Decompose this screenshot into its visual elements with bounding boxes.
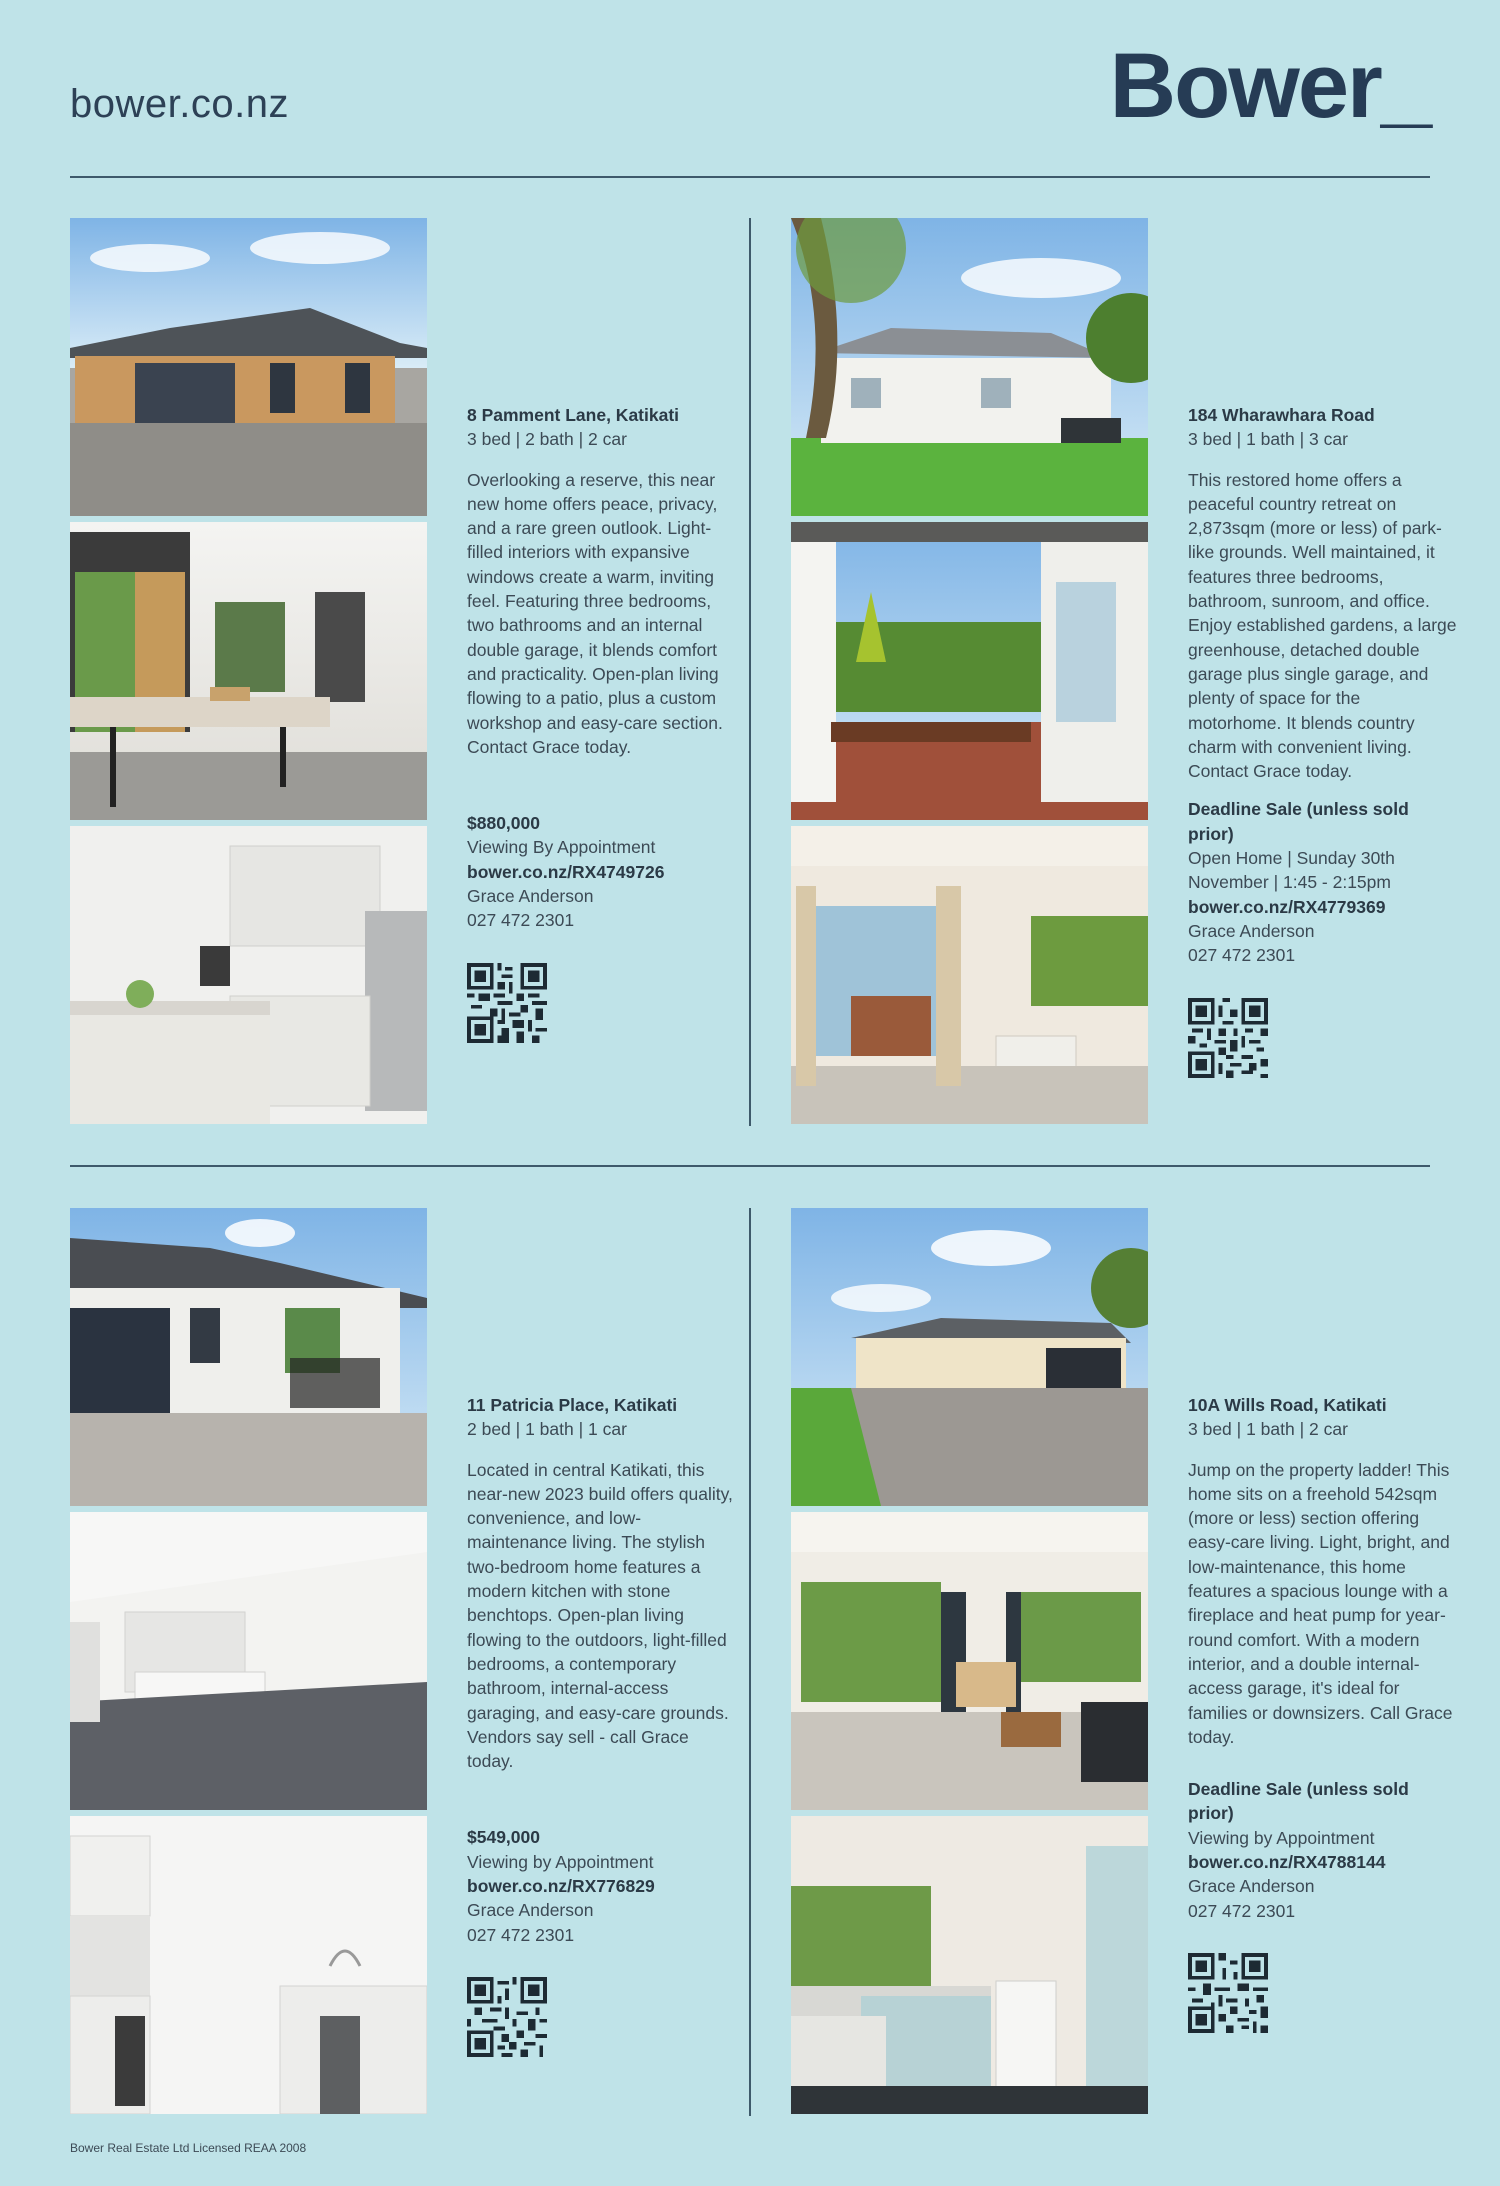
listing-description: This restored home offers a peaceful country retreat on 2,873sqm (more or less) of park-like grounds. Well maintained, it features three bedrooms, bathroom, sunroom, and office. Enjoy established gardens, a large greenhouse, detached double garage plus single garage, and plenty of space for the motorhome. It blends country charm with convenient living. Contact Grace today.	[1188, 469, 1457, 782]
listing-link[interactable]: bower.co.nz/RX4749726	[467, 861, 665, 882]
agent-phone[interactable]: 027 472 2301	[467, 910, 575, 931]
listing-price: Deadline Sale (unless sold prior)	[1188, 799, 1409, 844]
exterior-photo	[791, 1208, 1148, 1506]
listing-address: 8 Pamment Lane, Katikati	[467, 405, 680, 425]
listing-viewing: Viewing by Appointment	[1188, 1827, 1375, 1848]
listing-address: 11 Patricia Place, Katikati	[467, 1395, 678, 1415]
qr-code-icon[interactable]	[467, 963, 547, 1043]
listing-price: Deadline Sale (unless sold prior)	[1188, 1779, 1409, 1824]
agent-phone[interactable]: 027 472 2301	[467, 1924, 575, 1945]
header-divider	[70, 176, 1430, 178]
listing-specs: 3 bed | 2 bath | 2 car	[467, 429, 627, 450]
listing-description: Jump on the property ladder! This home sits on a freehold 542sqm (more or less) section offering easy-care living. Light, bright, and low-maintenance, this home features a spacious lounge with a fireplace and heat pump for year-round comfort. With a modern interior, and a double internal-access garage, it's ideal for families or downsizers. Call Grace today.	[1188, 1459, 1453, 1747]
listing-open-home: Open Home | Sunday 30th November | 1:45 - 2:15pm	[1188, 848, 1395, 893]
qr-code-icon[interactable]	[1188, 1953, 1268, 2033]
exterior-photo	[791, 218, 1148, 516]
agent-name: Grace Anderson	[467, 886, 594, 907]
listing-specs: 3 bed | 1 bath | 3 car	[1188, 429, 1348, 450]
agent-phone[interactable]: 027 472 2301	[1188, 1900, 1296, 1921]
agent-phone[interactable]: 027 472 2301	[1188, 945, 1296, 966]
kitchen-photo	[791, 1816, 1148, 2114]
listing-description: Located in central Katikati, this near-new 2023 build offers quality, convenience, and low-maintenance living. The stylish two-bedroom home features a modern kitchen with stone benchtops. Open-plan living flowing to the outdoors, light-filled bedrooms, a contemporary bathroom, internal-access garaging, and easy-care grounds. Vendors say sell - call Grace today.	[467, 1459, 733, 1772]
listing-link[interactable]: bower.co.nz/RX4779369	[1188, 896, 1386, 917]
listing-specs: 3 bed | 1 bath | 2 car	[1188, 1419, 1348, 1440]
open-plan-photo	[70, 1512, 427, 1810]
middle-divider	[70, 1165, 1430, 1167]
listing-pamment-lane	[70, 218, 750, 1128]
exterior-photo	[70, 218, 427, 516]
exterior-photo	[70, 1208, 427, 1506]
deck-view-photo	[791, 522, 1148, 820]
listing-patricia-place	[70, 1208, 750, 2118]
listing-viewing: Viewing By Appointment	[467, 837, 656, 858]
site-url[interactable]: bower.co.nz	[70, 82, 289, 126]
listing-price: $880,000	[467, 813, 540, 834]
sunroom-photo	[791, 826, 1148, 1124]
licence-footer: Bower Real Estate Ltd Licensed REAA 2008	[70, 2141, 307, 2155]
qr-code-icon[interactable]	[467, 1977, 547, 2057]
listing-address: 184 Wharawhara Road	[1188, 405, 1375, 425]
agent-name: Grace Anderson	[467, 1900, 594, 1921]
listing-address: 10A Wills Road, Katikati	[1188, 1395, 1387, 1415]
lounge-photo	[791, 1512, 1148, 1810]
living-dining-photo	[70, 522, 427, 820]
bower-logo: Bower_	[1109, 35, 1430, 137]
qr-code-icon[interactable]	[1188, 998, 1268, 1078]
listing-wharawhara-road	[791, 218, 1471, 1128]
listing-description: Overlooking a reserve, this near new home offers peace, privacy, and a rare green outlook. Light-filled interiors with expansive windows create a warm, inviting feel. Featuring three bedrooms, two bathrooms and an internal double garage, it blends comfort and practicality. Open-plan living flowing to a patio, plus a custom workshop and easy-care section. Contact Grace today.	[467, 469, 723, 757]
agent-name: Grace Anderson	[1188, 920, 1315, 941]
listing-viewing: Viewing by Appointment	[467, 1851, 654, 1872]
listing-wills-road	[791, 1208, 1471, 2118]
kitchen-photo	[70, 826, 427, 1124]
listing-specs: 2 bed | 1 bath | 1 car	[467, 1419, 627, 1440]
listing-price: $549,000	[467, 1827, 540, 1848]
listing-link[interactable]: bower.co.nz/RX4788144	[1188, 1852, 1386, 1873]
agent-name: Grace Anderson	[1188, 1876, 1315, 1897]
listing-link[interactable]: bower.co.nz/RX776829	[467, 1876, 655, 1897]
kitchen-photo	[70, 1816, 427, 2114]
